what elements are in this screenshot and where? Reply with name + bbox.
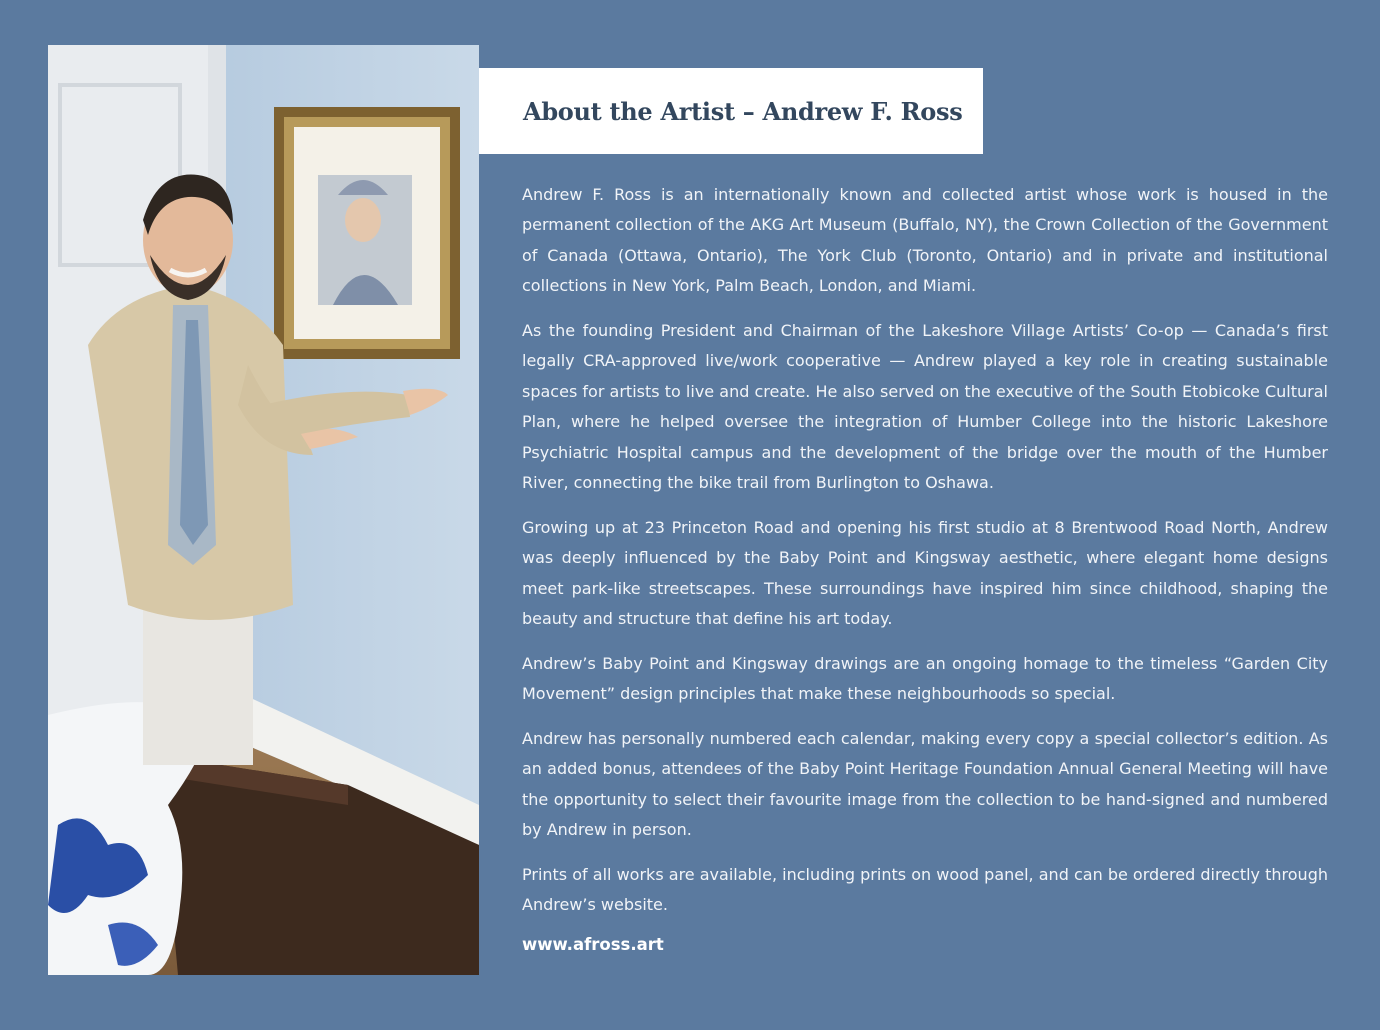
page-title: About the Artist – Andrew F. Ross bbox=[523, 96, 963, 126]
artist-bio bbox=[522, 180, 1328, 935]
artist-portrait-photo bbox=[48, 45, 479, 975]
title-banner bbox=[479, 68, 983, 154]
bio-paragraph: Prints of all works are available, including prints on wood panel, and can be ordered directly through Andrew’s website. bbox=[522, 865, 1328, 915]
website-link[interactable]: www.afross.art bbox=[522, 935, 664, 954]
bio-paragraph: Andrew’s Baby Point and Kingsway drawings are an ongoing homage to the timeless “Garden City Movement” design principles that make these neighbourhoods so special. bbox=[522, 653, 1328, 704]
bio-paragraph: Andrew F. Ross is an internationally known and collected artist whose work is housed in the permanent collection of the AKG Art Museum (Buffalo, NY), the Crown Collection of the Government of Canada (Ottawa, Ontario), The York Club (Toronto, Ontario) and in private and institutional collections in New York, Palm Beach, London, and Miami. bbox=[522, 185, 1328, 296]
artist-photo bbox=[48, 45, 479, 975]
bio-paragraph: Growing up at 23 Princeton Road and opening his first studio at 8 Brentwood Road North, Andrew was deeply influenced by the Baby Point and Kingsway aesthetic, where elegant home designs meet park-like streetscapes. These surroundings have inspired him since childhood, shaping the beauty and structure that define his art today. bbox=[522, 517, 1328, 629]
bio-paragraph: Andrew has personally numbered each calendar, making every copy a special collector’s edition. As an added bonus, attendees of the Baby Point Heritage Foundation Annual General Meeting will have the opportunity to select their favourite image from the collection to be hand-signed and numbered by Andrew in person. bbox=[522, 729, 1328, 840]
bio-paragraph: As the founding President and Chairman of the Lakeshore Village Artists’ Co-op — Canada’s first legally CRA-approved live/work cooperative — Andrew played a key role in creating sustainable spaces for artists to live and create. He also served on the executive of the South Etobicoke Cultural Plan, where he helped oversee the integration of Humber College into the historic Lakeshore Psychiatric Hospital campus and the development of the bridge over the mouth of the Humber River, connecting the bike trail from Burlington to Oshawa. bbox=[522, 321, 1328, 493]
